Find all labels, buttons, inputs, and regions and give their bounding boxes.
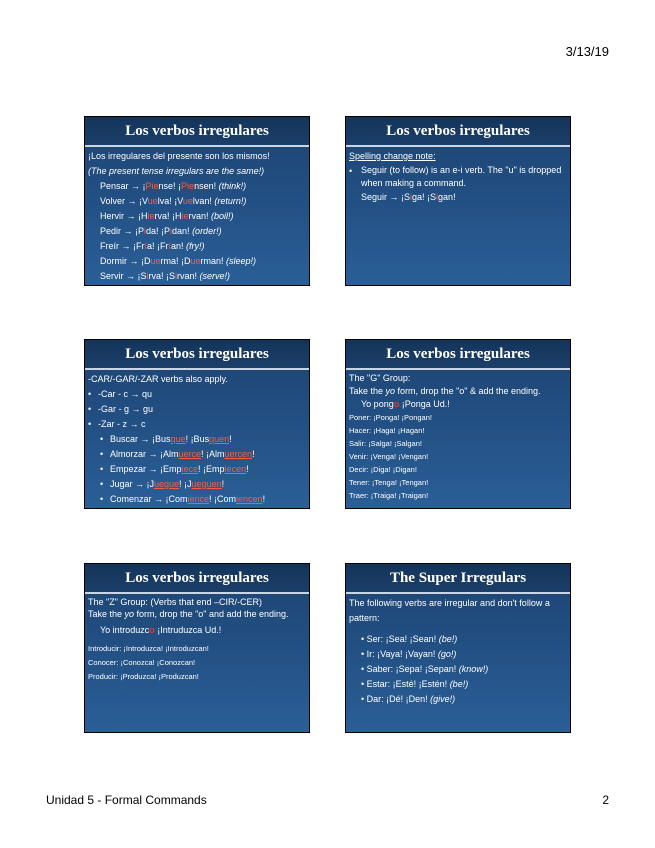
line-part: ! ¡Emp	[198, 464, 225, 474]
list-item: • -Gar - g → gu	[88, 402, 306, 417]
slide-title: The Super Irregulars	[346, 564, 570, 594]
slide-5	[84, 563, 310, 733]
line-part: í	[168, 241, 172, 251]
slide-intro: -CAR/-GAR/-ZAR verbs also apply.	[88, 374, 228, 384]
list-item: Salir: ¡Salga! ¡Salgan!	[349, 439, 422, 448]
list-item: • Seguir (to follow) is an e-i verb. The "u" is dropped when making a command.	[349, 164, 567, 190]
line-part: lvan!	[192, 196, 215, 206]
line-part: Servir → ¡S	[100, 271, 147, 281]
line-part: iecen	[224, 464, 247, 474]
list-item	[88, 447, 306, 462]
slide-title: Los verbos irregulares	[85, 564, 309, 594]
list-item	[88, 209, 306, 224]
line-part: rva! ¡H	[154, 211, 182, 221]
line-part: (serve!)	[199, 271, 231, 281]
line-part: i	[144, 226, 147, 236]
slide-4	[345, 339, 571, 509]
line-gloss: (be!)	[449, 679, 469, 689]
slide-intro: The following verbs are irregular and don't follow a pattern:	[349, 598, 550, 623]
slide-intro: ¡Los irregulares del presente son los mismos!	[88, 151, 270, 161]
line-part: rva! ¡S	[148, 271, 176, 281]
page-number: 2	[602, 793, 609, 807]
line-part: Ir: ¡Vaya! ¡Vayan!	[366, 649, 438, 659]
list-item	[349, 647, 567, 662]
list-item	[88, 194, 306, 209]
line-part: (return!)	[214, 196, 247, 206]
list-item	[88, 462, 306, 477]
line-part: Empezar → ¡Emp	[110, 464, 182, 474]
line-part: Pie	[181, 181, 195, 191]
line-part: ueguen	[191, 479, 222, 489]
slide-title: Los verbos irregulares	[346, 117, 570, 147]
line-part: nse! ¡	[158, 181, 182, 191]
line-part: Saber: ¡Sepa! ¡Sepan!	[366, 664, 459, 674]
bullet-icon: •	[361, 649, 367, 659]
list-item	[88, 179, 306, 194]
line-part: iece	[181, 464, 199, 474]
line-gloss: (be!)	[438, 634, 458, 644]
list-item: Introducir: ¡Introduzca! ¡Introduzcan!	[88, 644, 209, 653]
list-item	[349, 662, 567, 677]
line-part: Dormir → ¡D	[100, 256, 151, 266]
list-item: Venir: ¡Venga! ¡Vengan!	[349, 452, 429, 461]
line-part: da! ¡P	[146, 226, 171, 236]
line-part: ie	[147, 211, 155, 221]
line-part: (order!)	[192, 226, 222, 236]
example-line: Yo pongo ¡Ponga Ud.!	[361, 399, 450, 409]
bullet-icon: •	[361, 664, 367, 674]
list-item: Decir: ¡Diga! ¡Digan!	[349, 465, 417, 474]
line-part: Dar: ¡Dé! ¡Den!	[366, 694, 431, 704]
line-part: ! ¡Com	[209, 494, 237, 504]
list-item	[88, 269, 306, 284]
line-part: rvan!	[188, 211, 212, 221]
slide-title: Los verbos irregulares	[346, 340, 570, 370]
slide-1	[84, 116, 310, 286]
example-line: Yo introduzco ¡Intruduzca Ud.!	[100, 625, 222, 635]
slide-title: Los verbos irregulares	[85, 340, 309, 370]
slide-heading: Spelling change note:	[349, 151, 436, 161]
line-part: a! ¡Fr	[147, 241, 169, 251]
line-part: ! ¡Bus	[185, 434, 210, 444]
line-part: ue	[182, 196, 193, 206]
line-part: i	[146, 271, 149, 281]
list-item	[349, 677, 567, 692]
line-part: ! ¡J	[179, 479, 192, 489]
line-part: ience	[187, 494, 210, 504]
line-part: ue	[190, 256, 201, 266]
slide-2	[345, 116, 571, 286]
list-item	[88, 224, 306, 239]
line-part: Estar: ¡Esté! ¡Estén!	[366, 679, 450, 689]
line-part: ue	[150, 256, 161, 266]
line-part: !	[262, 494, 266, 504]
line-part: quen	[209, 434, 230, 444]
list-item	[349, 632, 567, 647]
list-item	[88, 432, 306, 447]
list-item: Hacer: ¡Haga! ¡Hagan!	[349, 426, 425, 435]
line-part: ! ¡Alm	[201, 449, 225, 459]
line-part: rvan!	[177, 271, 200, 281]
list-item	[88, 492, 306, 507]
line-part: que	[170, 434, 186, 444]
line-part: uercen	[224, 449, 253, 459]
line-part: Hervir → ¡H	[100, 211, 148, 221]
header-date: 3/13/19	[565, 44, 609, 59]
line-part: lva! ¡V	[157, 196, 183, 206]
line-part: !	[229, 434, 232, 444]
line-part: i	[170, 226, 173, 236]
line-part: !	[246, 464, 249, 474]
line-part: ue	[147, 196, 158, 206]
line-part: (sleep!)	[226, 256, 257, 266]
line-part: (fry!)	[186, 241, 205, 251]
line-part: iencen	[236, 494, 263, 504]
line-part: Jugar → ¡J	[110, 479, 155, 489]
line-part: (think!)	[218, 181, 247, 191]
line-part: (boil!)	[211, 211, 234, 221]
bullet-icon: •	[361, 679, 367, 689]
line-part: an!	[171, 241, 187, 251]
line-part: ie	[181, 211, 189, 221]
footer-title: Unidad 5 - Formal Commands	[46, 793, 207, 807]
line-gloss: (give!)	[430, 694, 456, 704]
example-line: Seguir → ¡Siga! ¡Sigan!	[361, 192, 456, 202]
bullet-icon: •	[361, 694, 367, 704]
list-item	[88, 239, 306, 254]
line-part: Pensar → ¡	[100, 181, 146, 191]
list-item: Producir: ¡Produzca! ¡Produzcan!	[88, 672, 199, 681]
list-item: Tener: ¡Tenga! ¡Tengan!	[349, 478, 429, 487]
bullet-icon: •	[361, 634, 367, 644]
slide-rule: Take the yo form, drop the "o" and add the ending.	[88, 609, 289, 619]
line-part: Volver → ¡V	[100, 196, 148, 206]
line-part: í	[144, 241, 148, 251]
slide-intro-translation: (The present tense irregulars are the same!)	[88, 166, 265, 176]
list-item: Conocer: ¡Conozca! ¡Conozcan!	[88, 658, 196, 667]
line-part: rman!	[200, 256, 227, 266]
line-part: nsen!	[194, 181, 219, 191]
slide-6	[345, 563, 571, 733]
list-item	[88, 477, 306, 492]
line-part: Pedir → ¡P	[100, 226, 145, 236]
list-item: Traer: ¡Traiga! ¡Traigan!	[349, 491, 429, 500]
line-part: dan!	[172, 226, 193, 236]
line-part: i	[175, 271, 178, 281]
line-part: Almorzar → ¡Alm	[110, 449, 179, 459]
slide-title: Los verbos irregulares	[85, 117, 309, 147]
list-item	[88, 254, 306, 269]
list-item: • -Zar - z → c	[88, 417, 306, 432]
slide-3	[84, 339, 310, 509]
slide-intro: The "Z" Group: (Verbs that end –CIR/-CER)	[88, 597, 262, 607]
line-part: uerce	[178, 449, 202, 459]
line-gloss: (go!)	[437, 649, 457, 659]
slide-intro: The "G" Group:	[349, 373, 411, 383]
line-gloss: (know!)	[458, 664, 489, 674]
line-part: Comenzar → ¡Com	[110, 494, 188, 504]
line-part: Freír → ¡Fr	[100, 241, 145, 251]
slide-rule: Take the yo form, drop the "o" & add the ending.	[349, 386, 541, 396]
line-part: !	[252, 449, 255, 459]
list-item: Poner: ¡Ponga! ¡Pongan!	[349, 413, 432, 422]
line-part: uegue	[154, 479, 180, 489]
line-part: Ser: ¡Sea! ¡Sean!	[366, 634, 439, 644]
line-part: Pie	[145, 181, 159, 191]
list-item: • -Car - c → qu	[88, 387, 306, 402]
line-part: !	[221, 479, 225, 489]
line-part: Buscar → ¡Bus	[110, 434, 171, 444]
bullet-text: Seguir (to follow) is an e-i verb. The "u" is dropped when making a command.	[361, 165, 562, 188]
line-part: rma! ¡D	[160, 256, 191, 266]
list-item	[349, 692, 567, 707]
